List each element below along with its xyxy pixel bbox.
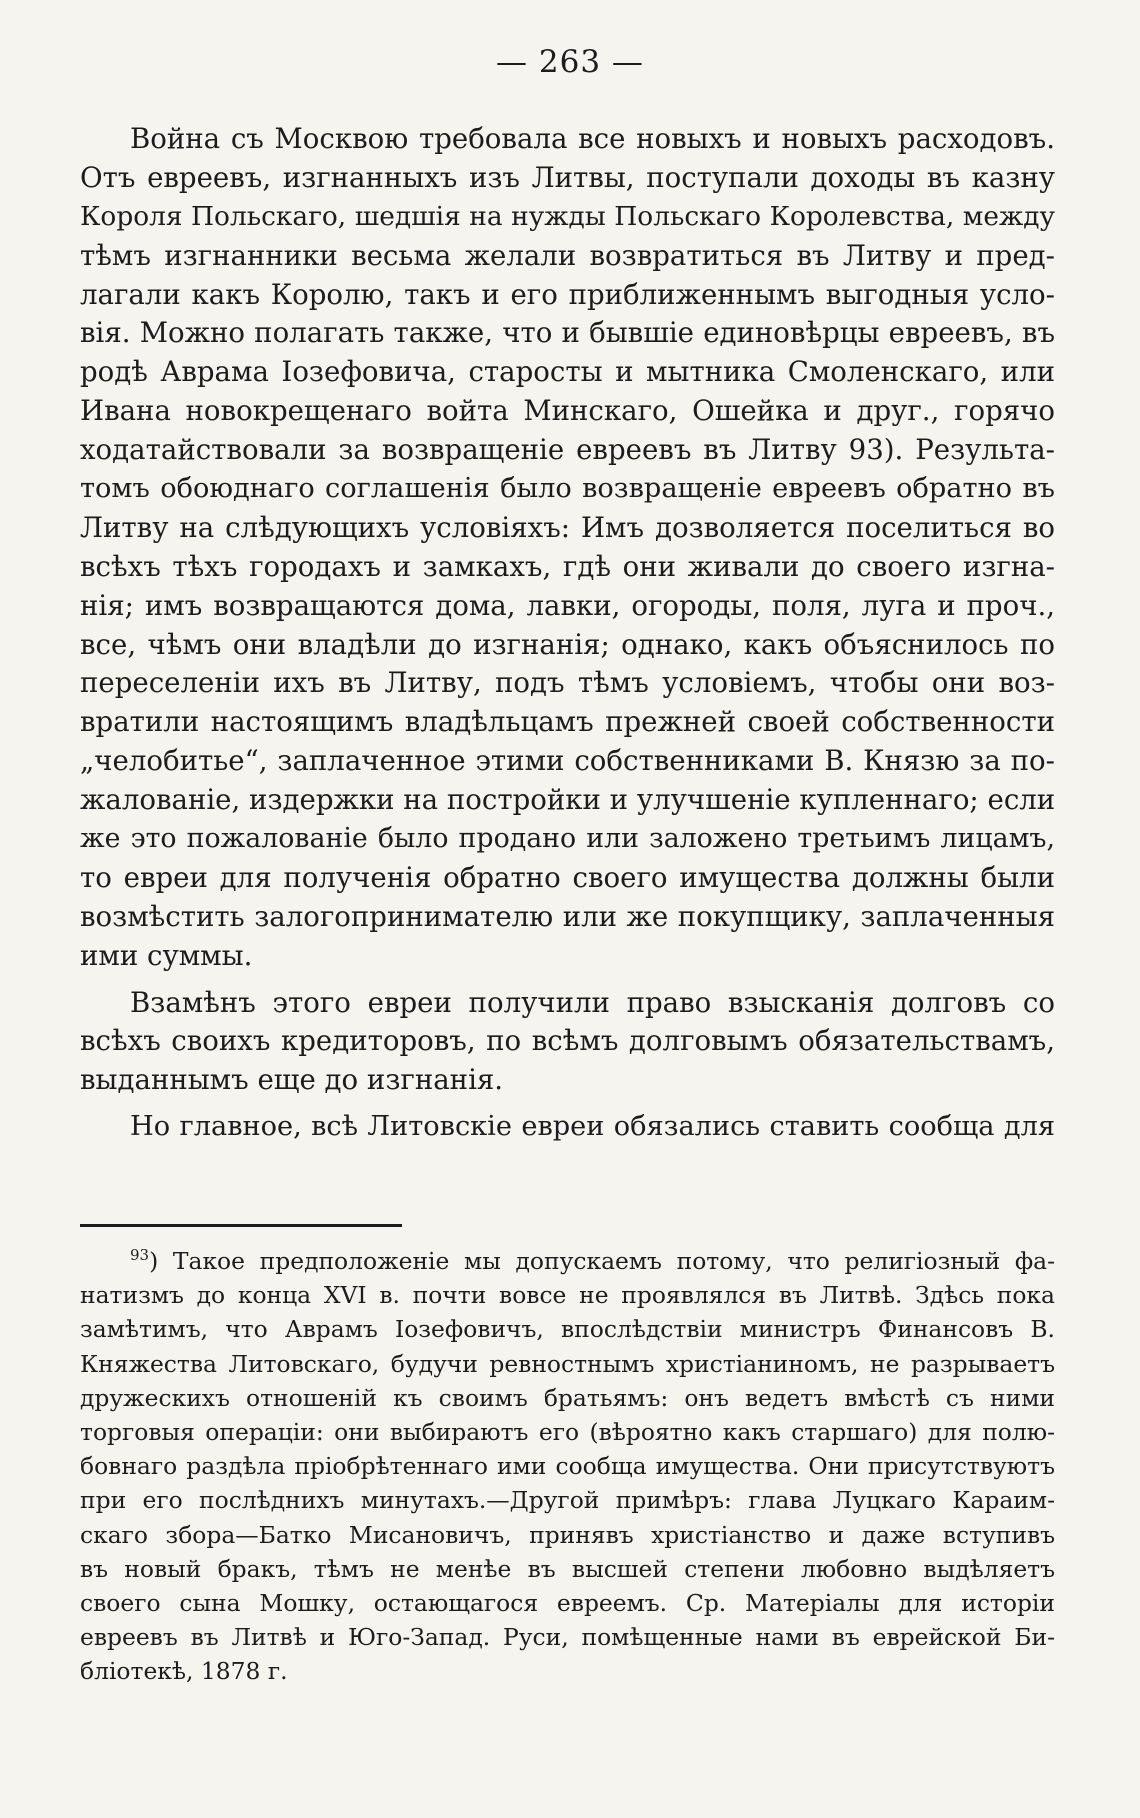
footnote-line: евреевъ въ Литвѣ и Юго-Запад. Руси, помѣщенные нами въ еврейской Би- [80,1623,1055,1652]
paragraph-2 [80,984,1055,1101]
text-line: все, чѣмъ они владѣли до изгнанія; однако, какъ объяснилось по [80,627,1055,661]
text-line: ходатайствовали за возвращеніе евреевъ въ Литву 93). Результа- [80,433,1055,467]
footnote-line: натизмъ до конца XVI в. почти вовсе не проявлялся въ Литвѣ. Здѣсь пока [80,1281,1055,1310]
text-line: ими суммы. [80,938,253,972]
footnote-line [80,1244,1055,1278]
text-line: же это пожалованіе было продано или заложено третьимъ лицамъ, [80,823,1055,855]
footnote-line: бовнаго раздѣла пріобрѣтеннаго ими сообща имущества. Они присутствуютъ [80,1452,1055,1481]
text-line: выданнымъ еще до изгнанія. [80,1063,504,1097]
text-line: Взамѣнъ этого евреи получили право взысканія долговъ со [130,985,1055,1019]
paragraph-spacer [80,976,1055,984]
text-line: то евреи для полученія обратно своего имущества должны были [80,860,1055,894]
footnote-marker: 93 [130,1246,150,1265]
footnote-separator [80,1224,402,1227]
text-line: жалованіе, издержки на постройки и улучшеніе купленнаго; если [80,783,1056,817]
footnote-line: торговыя операціи: они выбираютъ его (вѣроятно какъ старшаго) для полю- [80,1417,1055,1446]
text-line: Литву на слѣдующихъ условіяхъ: Имъ дозволяется поселиться во [80,510,1055,544]
text-line: Отъ евреевъ, изгнанныхъ изъ Литвы, поступали доходы въ казну [80,160,1055,194]
page-number: — 263 — [496,44,644,80]
paragraph-1 [80,120,1055,976]
text-line: Ивана новокрещенаго войта Минскаго, Ошейка и друг., горячо [80,394,1055,428]
text-line: всѣхъ своихъ кредиторовъ, по всѣмъ долговымъ обязательствамъ, [80,1024,1055,1058]
main-text [80,120,1055,1147]
footnote-line: скаго збора—Батко Мисановичъ, принявъ христіанство и даже вступивъ [80,1520,1055,1549]
paragraph-spacer [80,1100,1055,1108]
footnote-line: Княжества Литовскаго, будучи ревностнымъ христіаниномъ, не разрываетъ [80,1349,1055,1378]
text-line: нія; имъ возвращаются дома, лавки, огороды, поля, луга и проч., [80,588,1055,622]
footnote-line: замѣтимъ, что Аврамъ Іозефовичъ, впослѣдствіи министръ Финансовъ В. [80,1315,1055,1344]
text-line: переселеніи ихъ въ Литву, подъ тѣмъ условіемъ, чтобы они воз- [80,666,1055,700]
footnote-line: при его послѣднихъ минутахъ.—Другой примѣръ: глава Луцкаго Караим- [80,1486,1055,1515]
text-line: вія. Можно полагать также, что и бывшіе единовѣрцы евреевъ, въ [80,316,1055,350]
text-line: тѣмъ изгнанники весьма желали возвратиться въ Литву и пред- [80,238,1055,272]
text-line: всѣхъ тѣхъ городахъ и замкахъ, гдѣ они живали до своего изгна- [80,549,1055,583]
text-line: „челобитье“, заплаченное этими собственниками В. Князю за по- [80,744,1055,778]
text-line: вратили настоящимъ владѣльцамъ прежней своей собственности [80,705,1055,739]
footnote [80,1244,1055,1688]
text-line: томъ обоюднаго соглашенія было возвращеніе евреевъ обратно въ [80,473,1055,505]
footnote-line: своего сына Мошку, остающагося евреемъ. Ср. Матеріалы для исторіи [80,1588,1055,1617]
text-line: лагали какъ Королю, такъ и его приближеннымъ выгодныя усло- [80,277,1055,311]
paragraph-3 [80,1108,1055,1147]
text-line: Короля Польскаго, шедшія на нужды Польскаго Королевства, между [80,200,1055,232]
footnote-line: въ новый бракъ, тѣмъ не менѣе въ высшей степени любовно выдѣляетъ [80,1554,1055,1583]
text-line: возмѣстить залогопринимателю или же покупщику, заплаченныя [80,899,1055,933]
footnote-line: бліотекѣ, 1878 г. [80,1657,288,1686]
text-line: родѣ Аврама Іозефовича, старосты и мытника Смоленскаго, или [80,355,1055,389]
text-line: Но главное, всѣ Литовскіе евреи обязались ставить сообща для [130,1111,1055,1143]
text-line: Война съ Москвою требовала все новыхъ и новыхъ расходовъ. [130,122,1055,155]
footnote-text: ) Такое предположеніе мы допускаемъ потому, что религіозный фа- [149,1247,1055,1275]
footnote-line: дружескихъ отношеній къ своимъ братьямъ: онъ ведетъ вмѣстѣ съ ними [80,1383,1055,1412]
